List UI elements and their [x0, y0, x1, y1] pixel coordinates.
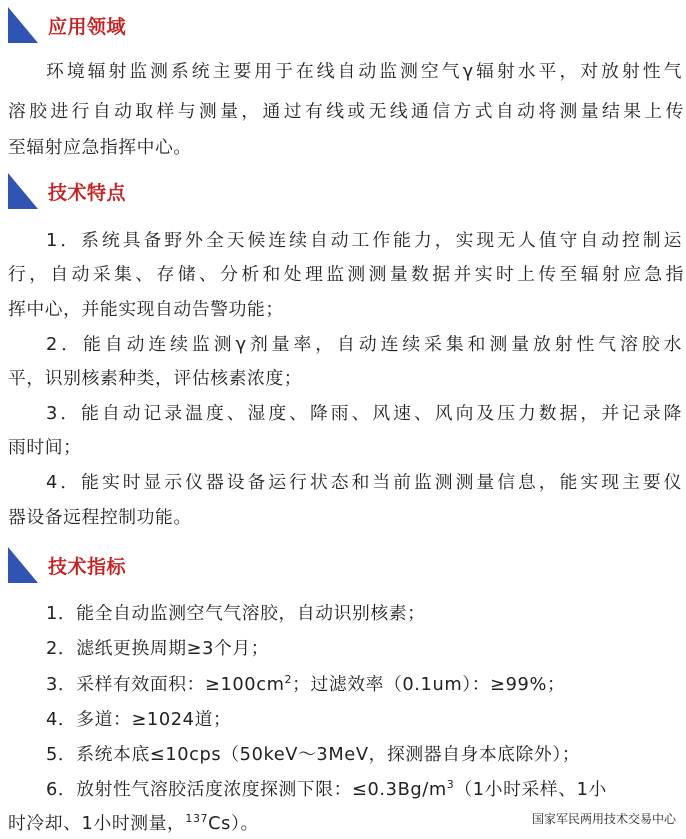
bookmark-marker-icon	[8, 547, 38, 583]
section-heading-application	[8, 7, 126, 43]
spec-text: （1小时采样、1小	[454, 779, 607, 800]
superscript: 3	[446, 778, 455, 791]
paragraph-line: 2．能自动连续监测γ剂量率，自动连续采集和测量放射性气溶胶水	[46, 334, 682, 355]
spec-text: ；过滤效率（0.1um）：≥99%；	[292, 674, 566, 695]
paragraph-line: 环境辐射监测系统主要用于在线自动监测空气γ辐射水平，对放射性气	[46, 61, 682, 82]
paragraph-line: 挥中心，并能实现自动告警功能；	[8, 299, 284, 320]
spec-item: 5．系统本底≤10cps（50keV～3MeV，探测器自身本底除外）；	[46, 744, 581, 765]
section-title: 技术指标	[48, 555, 127, 578]
source-watermark: 国家军民两用技术交易中心	[531, 812, 676, 826]
spec-item: 2．滤纸更换周期≥3个月；	[46, 638, 270, 659]
spec-item	[46, 670, 686, 700]
superscript: 2	[284, 673, 293, 686]
bookmark-marker-icon	[8, 7, 38, 43]
paragraph-line: 器设备远程控制功能。	[8, 507, 192, 528]
spec-item: 1．能全自动监测空气气溶胶，自动识别核素；	[46, 603, 426, 624]
spec-text: 6．放射性气溶胶活度浓度探测下限：≤0.3Bg/m	[46, 779, 447, 800]
paragraph-line: 平，识别核素种类，评估核素浓度；	[8, 368, 303, 389]
spec-text: 3．采样有效面积：≥100cm	[46, 674, 285, 695]
section-title: 技术特点	[48, 181, 127, 204]
paragraph-line: 3．能自动记录温度、湿度、降雨、风速、风向及压力数据，并记录降	[46, 403, 682, 424]
spec-item: 4．多道：≥1024道；	[46, 709, 232, 730]
paragraph-line: 行，自动采集、存储、分析和处理监测测量数据并实时上传至辐射应急指	[8, 264, 684, 285]
section-heading-specs	[8, 547, 126, 583]
paragraph-line: 溶胶进行自动取样与测量，通过有线或无线通信方式自动将测量结果上传	[8, 101, 684, 122]
superscript: 137	[185, 812, 209, 825]
section-title: 应用领域	[48, 15, 127, 38]
spec-item	[46, 775, 686, 805]
paragraph-line: 1．系统具备野外全天候连续自动工作能力，实现无人值守自动控制运	[46, 230, 682, 251]
paragraph-line: 4．能实时显示仪器设备运行状态和当前监测测量信息，能实现主要仪	[46, 472, 682, 493]
section-heading-features	[8, 173, 126, 209]
spec-text: Cs）。	[208, 813, 259, 834]
spec-text: 时冷却、1小时测量，	[8, 813, 186, 834]
paragraph-line: 雨时间；	[8, 437, 82, 458]
bookmark-marker-icon	[8, 173, 38, 209]
paragraph-line: 至辐射应急指挥中心。	[8, 137, 192, 158]
